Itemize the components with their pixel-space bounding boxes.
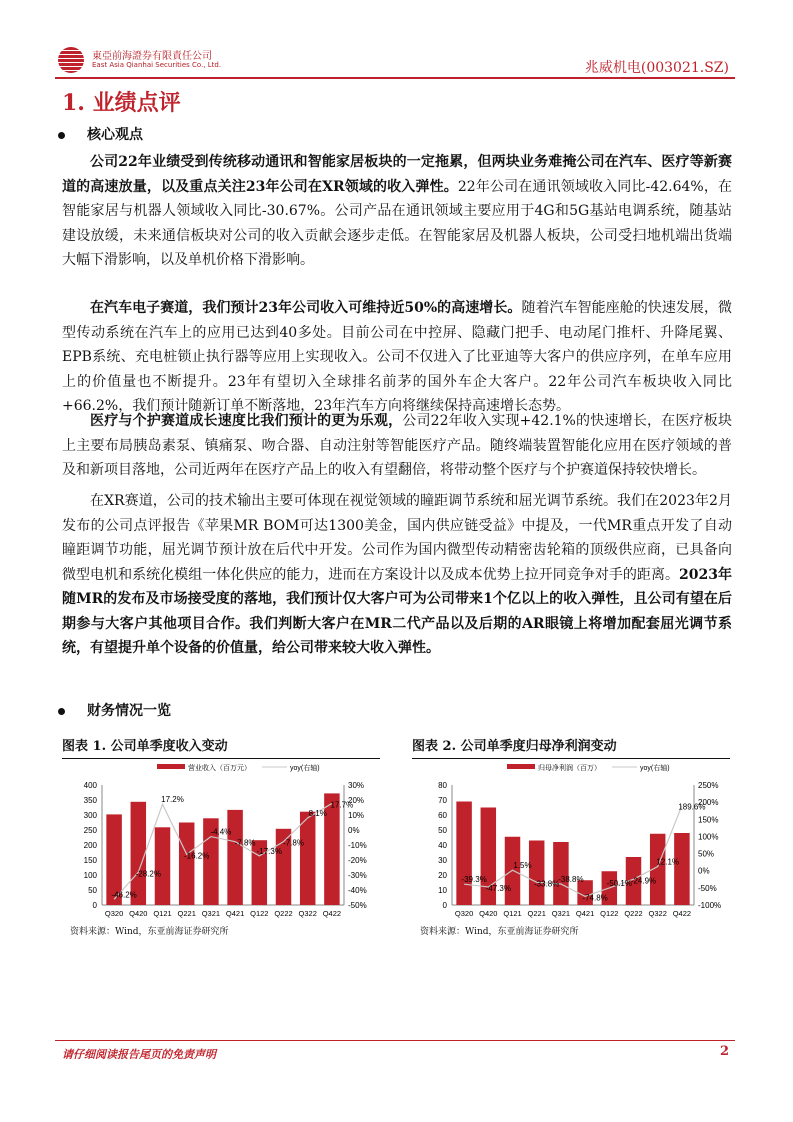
y-tick-label: 300 — [83, 811, 97, 820]
y2-tick-label: -40% — [348, 886, 367, 895]
section-title: 1. 业绩点评 — [62, 90, 181, 116]
y2-tick-label: 0% — [698, 866, 710, 876]
legend-bar-swatch — [157, 764, 185, 769]
y2-tick-label: 200% — [698, 798, 719, 808]
x-tick-label: Q420 — [129, 909, 148, 918]
yoy-data-label: -16.2% — [184, 851, 210, 861]
x-tick-label: Q320 — [454, 909, 474, 918]
chart2-net-profit — [412, 760, 732, 920]
bar — [529, 841, 544, 906]
footer-divider — [55, 1040, 735, 1041]
y2-tick-label: -100% — [698, 901, 722, 910]
y-tick-label: 0 — [442, 901, 447, 910]
yoy-line — [114, 803, 332, 899]
y-tick-label: 350 — [83, 796, 97, 805]
x-tick-label: Q322 — [648, 909, 667, 918]
legend-bar-label: 归母净利润（百万） — [538, 765, 601, 772]
chart1-source: 资料来源：Wind，东亚前海证券研究所 — [70, 927, 229, 937]
y2-tick-label: 0% — [348, 826, 360, 835]
legend-line-label: yoy(右轴) — [640, 765, 670, 772]
yoy-data-label: -38.8% — [558, 875, 584, 885]
company-logo — [58, 47, 84, 73]
y2-tick-label: 250% — [698, 781, 719, 790]
y-tick-label: 50 — [438, 826, 447, 835]
yoy-data-label: -17.3% — [256, 846, 282, 856]
y-tick-label: 0 — [92, 901, 97, 910]
x-tick-label: Q421 — [575, 909, 595, 918]
y2-tick-label: 150% — [698, 815, 719, 825]
y-tick-label: 30 — [438, 856, 447, 865]
x-tick-label: Q122 — [600, 909, 619, 918]
paragraph-2: 在汽车电子赛道，我们预计23年公司收入可维持近50%的高速增长。随着汽车智能座舱的快速发展，微型传动系统在汽车上的应用已达到40多处。目前公司在中控屏、隐藏门把手、电动尾门推杆、升降尾翼、EPB系统、充电桩锁止执行器等应用上实现收入。公司不仅进入了比亚迪等大客户的供应序列，在单车应用上的价值量也不断提升。23年有望切入全球排名前茅的国外车企大客户。22年公司汽车板块收入同比+66.2%，我们预计随新订单不断落地，23年汽车方向将继续保持高速增长态势。 — [62, 300, 732, 414]
y2-tick-label: 30% — [348, 781, 365, 790]
bar — [300, 812, 315, 905]
chart2-source: 资料来源：Wind，东亚前海证券研究所 — [420, 927, 579, 937]
chart2-title: 图表 2. 公司单季度归母净利润变动 — [412, 735, 730, 759]
yoy-data-label: -46.2% — [111, 890, 137, 900]
chart1-title: 图表 1. 公司单季度收入变动 — [62, 735, 380, 759]
x-tick-label: Q420 — [479, 909, 498, 918]
y2-tick-label: -10% — [348, 841, 367, 850]
x-tick-label: Q321 — [201, 909, 221, 918]
bar — [155, 827, 170, 905]
y2-tick-label: -30% — [348, 871, 367, 880]
x-tick-label: Q422 — [672, 909, 692, 918]
footer-disclaimer: 请仔细阅读报告尾页的免责声明 — [62, 1048, 216, 1061]
y2-tick-label: 10% — [348, 811, 365, 820]
header-divider — [55, 77, 735, 79]
bar — [553, 842, 568, 905]
x-tick-label: Q122 — [250, 909, 269, 918]
paragraph-3: 医疗与个护赛道成长速度比我们预计的更为乐观，公司22年收入实现+42.1%的快速增长，在医疗板块上主要布局胰岛素泵、镇痛泵、吻合器、自动注射等智能医疗产品。随终端装置智能化应用在医疗领域的普及和新项目落地，公司近两年在医疗产品上的收入有望翻倍，将带动整个医疗与个护赛道保持较快增长。 — [62, 413, 732, 478]
company-name-cn: 東亞前海證券有限責任公司 — [92, 51, 212, 62]
bullet-core-view: 核心观点 — [58, 124, 143, 144]
yoy-data-label: 12.1% — [656, 857, 680, 867]
y-tick-label: 50 — [88, 886, 97, 895]
x-tick-label: Q121 — [153, 909, 172, 918]
x-tick-label: Q421 — [225, 909, 245, 918]
stock-name: 兆威机电(003021.SZ) — [584, 60, 729, 76]
x-tick-label: Q221 — [527, 909, 546, 918]
y-tick-label: 400 — [83, 781, 97, 790]
y2-tick-label: -50% — [698, 883, 717, 893]
y-tick-label: 150 — [83, 856, 97, 865]
y2-tick-label: 100% — [698, 832, 719, 842]
yoy-data-label: -7.8% — [283, 838, 304, 848]
y-tick-label: 80 — [438, 781, 447, 790]
yoy-data-label: 189.6% — [678, 802, 706, 812]
y2-tick-label: 50% — [698, 849, 715, 859]
bar — [179, 823, 194, 906]
yoy-data-label: -74.8% — [582, 893, 608, 903]
x-tick-label: Q322 — [298, 909, 317, 918]
x-tick-label: Q320 — [104, 909, 124, 918]
y-tick-label: 100 — [83, 871, 97, 880]
y-tick-label: 60 — [438, 811, 447, 820]
legend-line-label: yoy(右轴) — [290, 765, 320, 772]
yoy-data-label: 1.5% — [513, 861, 532, 871]
yoy-data-label: -39.3% — [461, 875, 487, 885]
yoy-data-label: -24.9% — [630, 876, 657, 886]
bar — [227, 810, 242, 905]
page-number: 2 — [719, 1044, 729, 1059]
y-tick-label: 10 — [438, 886, 447, 895]
x-tick-label: Q121 — [503, 909, 522, 918]
bar — [674, 833, 689, 905]
yoy-data-label: -7.8% — [234, 838, 256, 848]
y-tick-label: 70 — [438, 796, 447, 805]
legend-bar-label: 营业收入（百万元） — [188, 765, 251, 772]
x-tick-label: Q222 — [274, 909, 293, 918]
paragraph-4: 在XR赛道，公司的技术输出主要可体现在视觉领域的瞳距调节系统和屈光调节系统。我们在2023年2月发布的公司点评报告《苹果MR BOM可达1300美金，国内供应链受益》中提及，一代MR重点开发了自动瞳距调节功能，屈光调节预计放在后代中开发。公司作为国内微型传动精密齿轮箱的顶级供应商，已具备向微型电机和系统化模组一体化供应的能力，进而在方案设计以及成本优势上拉开同竞争对手的距离。2023年随MR的发布及市场接受度的落地，我们预计仅大客户可为公司带来1个亿以上的收入弹性，且公司有望在后期参与大客户其他项目合作。我们判断大客户在MR二代产品以及后期的AR眼镜上将增加配套屈光调节系统，有望提升单个设备的价值量，给公司带来较大收入弹性。 — [62, 493, 733, 656]
x-tick-label: Q222 — [624, 909, 643, 918]
paragraph-1: 公司22年业绩受到传统移动通讯和智能家居板块的一定拖累，但两块业务难掩公司在汽车、医疗等新赛道的高速放量，以及重点关注23年公司在XR领域的收入弹性。22年公司在通讯领域收入同比-42.64%，在智能家居与机器人领域收入同比-30.67%。公司产品在通讯领域主要应用于4G和5G基站电调系统，随基站建设放缓，未来通信板块对公司的收入贡献会逐步走低。在智能家居及机器人板块，公司受扫地机端出货端大幅下滑影响，以及单机价格下滑影响。 — [62, 154, 732, 268]
legend-bar-swatch — [507, 764, 535, 769]
yoy-data-label: 17.7% — [330, 800, 354, 810]
bullet-financials: 财务情况一览 — [58, 700, 171, 720]
chart1-revenue — [62, 760, 382, 920]
y-tick-label: 20 — [438, 871, 447, 880]
x-tick-label: Q221 — [177, 909, 196, 918]
yoy-data-label: 8.1% — [308, 808, 327, 818]
y2-tick-label: 20% — [348, 796, 365, 805]
x-tick-label: Q321 — [551, 909, 571, 918]
x-tick-label: Q422 — [322, 909, 342, 918]
y-tick-label: 250 — [83, 826, 97, 835]
yoy-data-label: -4.4% — [210, 827, 232, 837]
y2-tick-label: -50% — [348, 901, 367, 910]
y-tick-label: 200 — [83, 841, 97, 850]
y-tick-label: 40 — [438, 841, 447, 850]
yoy-data-label: -50.1% — [606, 878, 632, 888]
yoy-data-label: -28.2% — [135, 869, 161, 879]
yoy-data-label: 17.2% — [161, 795, 184, 805]
company-name-en: East Asia Qianhai Securities Co., Ltd. — [92, 61, 222, 69]
y2-tick-label: -20% — [348, 856, 367, 865]
yoy-data-label: -33.8% — [534, 879, 560, 889]
bar — [456, 802, 471, 906]
yoy-data-label: -47.3% — [485, 883, 511, 893]
